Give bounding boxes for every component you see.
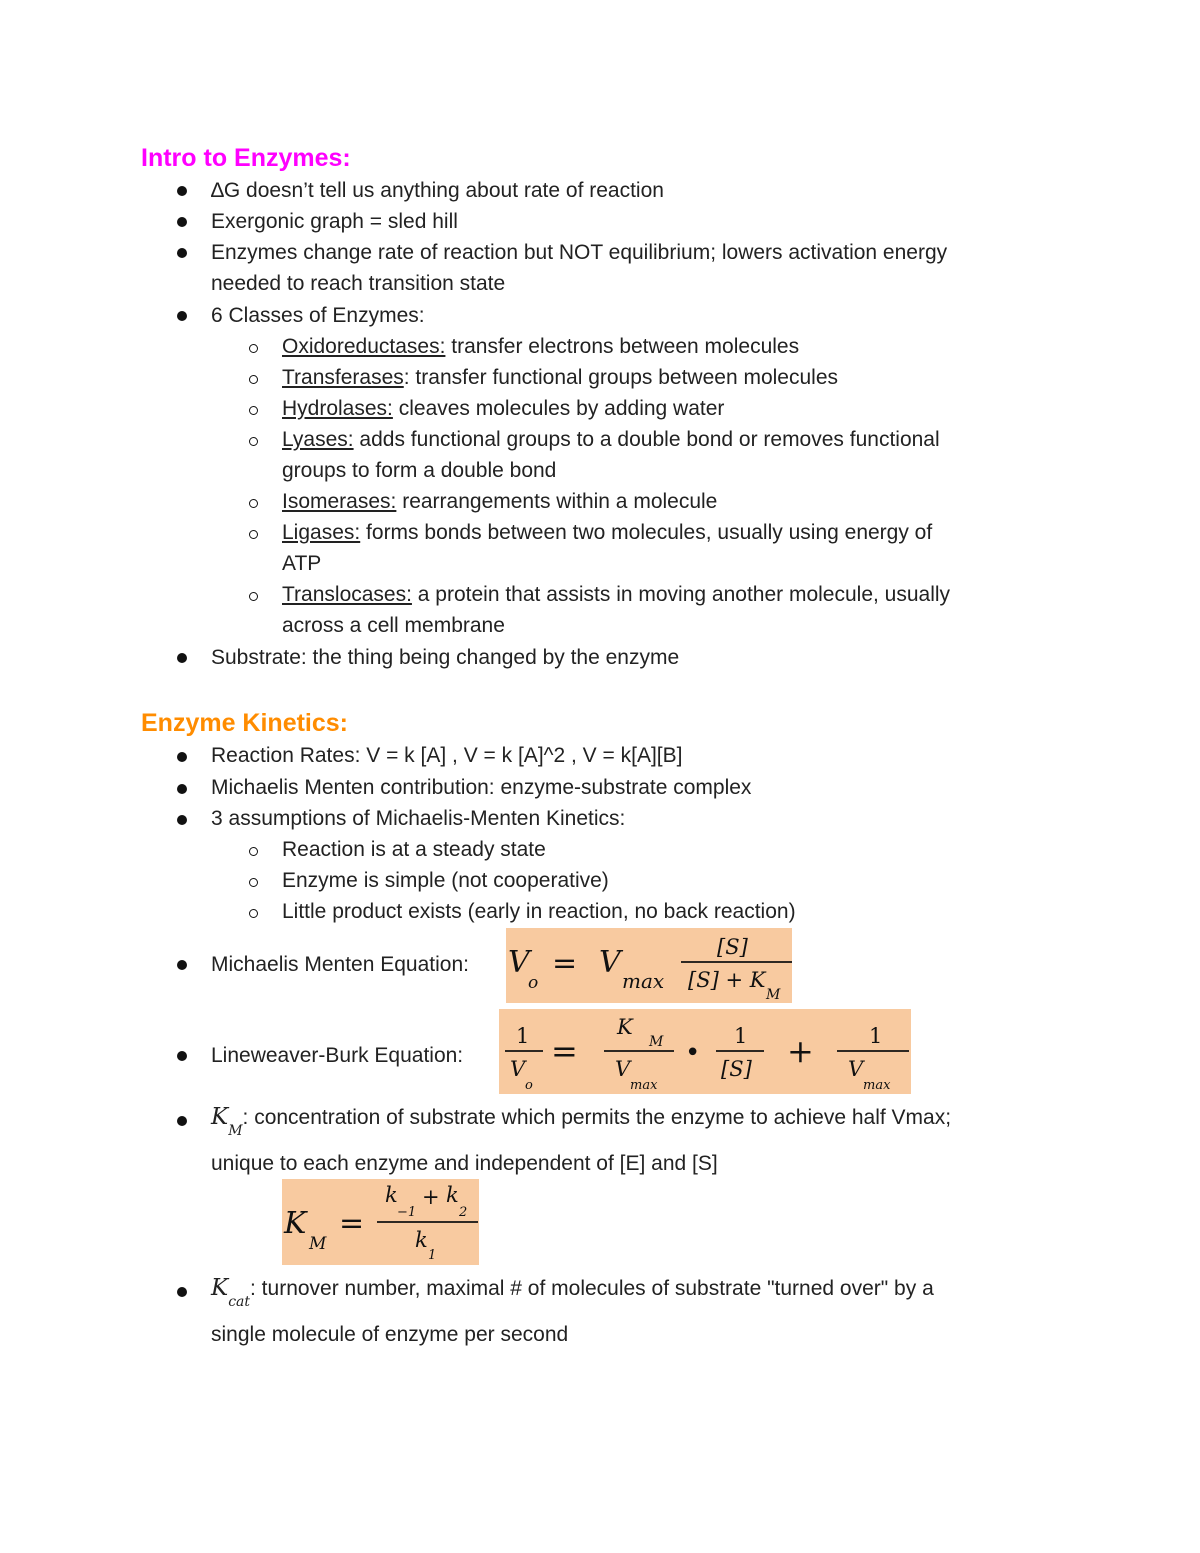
lb-vo-sub: o [525, 1078, 533, 1093]
class-translocases-cont: across a cell membrane [282, 614, 505, 637]
km-definition: $K_M$: concentration of substrate which permits the enzyme to achieve half Vmax; [211, 1104, 952, 1140]
lb-equation-label: Lineweaver-Burk Equation: [211, 1044, 464, 1067]
sub-bullet-circle [249, 909, 258, 918]
lb-vmax-v: V [615, 1057, 631, 1081]
sub-bullet-circle [249, 499, 258, 508]
sub-bullet-circle [249, 437, 258, 446]
bullet-substrate: Substrate: the thing being changed by the enzyme [211, 646, 680, 669]
bullet-enzymes-rate: Enzymes change rate of reaction but NOT equilibrium; lowers activation energy [211, 241, 948, 264]
km-symbol-sub: M [228, 1123, 243, 1140]
lb-dot: • [685, 1038, 701, 1068]
bullet-mm-contribution: Michaelis Menten contribution: enzyme-substrate complex [211, 776, 752, 799]
bullet-dot [177, 1116, 187, 1126]
mm-vmax-v: V [599, 945, 621, 980]
class-transferases: Transferases: transfer functional groups between molecules [282, 366, 839, 389]
class-oxidoreductases: Oxidoreductases: transfer electrons between molecules [282, 335, 800, 358]
kcat-definition-cont: single molecule of enzyme per second [211, 1323, 569, 1346]
lb-vmax2-v: V [848, 1057, 864, 1081]
km-definition-cont: unique to each enzyme and independent of [E] and [S] [211, 1152, 718, 1175]
km-eq-equals: = [339, 1206, 365, 1241]
lb-km-sub: M [649, 1034, 664, 1050]
class-lyases: Lyases: adds functional groups to a double bond or removes functional [282, 428, 940, 451]
kcat-symbol: K [211, 1275, 229, 1301]
bullet-dot [177, 815, 187, 825]
sub-bullet-circle [249, 375, 258, 384]
bullet-dot [177, 784, 187, 794]
mm-equals: = [552, 946, 578, 981]
lb-one-right: 1 [869, 1024, 883, 1048]
section-heading-intro: Intro to Enzymes: [141, 144, 351, 172]
bullet-dot [177, 960, 187, 970]
class-ligases: Ligases: forms bonds between two molecules, usually using energy of [282, 521, 933, 544]
mm-lhs-sub: o [528, 973, 539, 993]
lb-one-mid: 1 [734, 1024, 748, 1048]
km-plus: + [422, 1185, 440, 1209]
assumption-steady-state: Reaction is at a steady state [282, 838, 546, 861]
class-hydrolases: Hydrolases: cleaves molecules by adding water [282, 397, 725, 420]
bullet-exergonic: Exergonic graph = sled hill [211, 210, 458, 233]
bullet-dot [177, 653, 187, 663]
km-k-minus: k [385, 1183, 398, 1207]
bullet-six-classes: 6 Classes of Enzymes: [211, 304, 425, 327]
km-k1: k [415, 1228, 428, 1252]
bullet-dot [177, 186, 187, 196]
class-translocases: Translocases: a protein that assists in moving another molecule, usually [282, 583, 951, 606]
lb-km-k: K [617, 1015, 633, 1039]
mm-lhs-v: V [508, 945, 530, 980]
km-eq-k: K [284, 1206, 307, 1241]
lb-one-left: 1 [516, 1024, 530, 1048]
class-isomerases: Isomerases: rearrangements within a molecule [282, 490, 718, 513]
bullet-enzymes-rate-cont: needed to reach transition state [211, 272, 506, 295]
bullet-dot [177, 311, 187, 321]
sub-bullet-circle [249, 847, 258, 856]
mm-numerator: [S] [717, 935, 748, 959]
sub-bullet-circle [249, 592, 258, 601]
km-k2-sub: 2 [459, 1205, 468, 1220]
assumption-simple-enzyme: Enzyme is simple (not cooperative) [282, 869, 609, 892]
bullet-dot [177, 248, 187, 258]
bullet-reaction-rates: Reaction Rates: V = k [A] , V = k [A]^2 , V = k[A][B] [211, 744, 683, 767]
mm-vmax-sub: max [622, 969, 665, 993]
class-ligases-cont: ATP [282, 552, 322, 575]
km-equation [282, 1179, 479, 1265]
lb-vmax2-sub: max [863, 1078, 891, 1093]
lb-s: [S] [721, 1057, 752, 1081]
km-eq-sub: M [309, 1234, 327, 1254]
class-lyases-cont: groups to form a double bond [282, 459, 557, 482]
mm-den-sub: M [766, 987, 781, 1003]
kcat-symbol-sub: cat [228, 1294, 251, 1311]
section-heading-kinetics: Enzyme Kinetics: [141, 709, 349, 737]
mm-equation-label: Michaelis Menten Equation: [211, 953, 469, 976]
mm-equation [506, 928, 792, 1003]
bullet-dot [177, 1287, 187, 1297]
kcat-definition: $K_{cat}$: turnover number, maximal # of molecules of substrate "turned over" by a [211, 1275, 934, 1311]
bullet-dot [177, 752, 187, 762]
lb-vmax-sub: max [630, 1078, 658, 1093]
lb-equation [499, 1009, 911, 1094]
bullet-dot [177, 1051, 187, 1061]
sub-bullet-circle [249, 878, 258, 887]
lb-vo-v: V [510, 1057, 526, 1081]
km-k1-sub: 1 [428, 1248, 437, 1263]
km-symbol: K [211, 1104, 229, 1130]
assumption-little-product: Little product exists (early in reaction, no back reaction) [282, 900, 796, 923]
lb-plus: + [787, 1032, 814, 1070]
sub-bullet-circle [249, 530, 258, 539]
bullet-delta-g: ∆G doesn’t tell us anything about rate of reaction [211, 179, 664, 202]
bullet-assumptions: 3 assumptions of Michaelis-Menten Kinetics: [211, 807, 626, 830]
mm-denominator: [S] + K [688, 968, 766, 992]
bullet-dot [177, 217, 187, 227]
km-k2: k [446, 1183, 459, 1207]
sub-bullet-circle [249, 344, 258, 353]
km-k-minus-sub: −1 [397, 1205, 417, 1220]
sub-bullet-circle [249, 406, 258, 415]
lb-equals: = [551, 1032, 578, 1070]
